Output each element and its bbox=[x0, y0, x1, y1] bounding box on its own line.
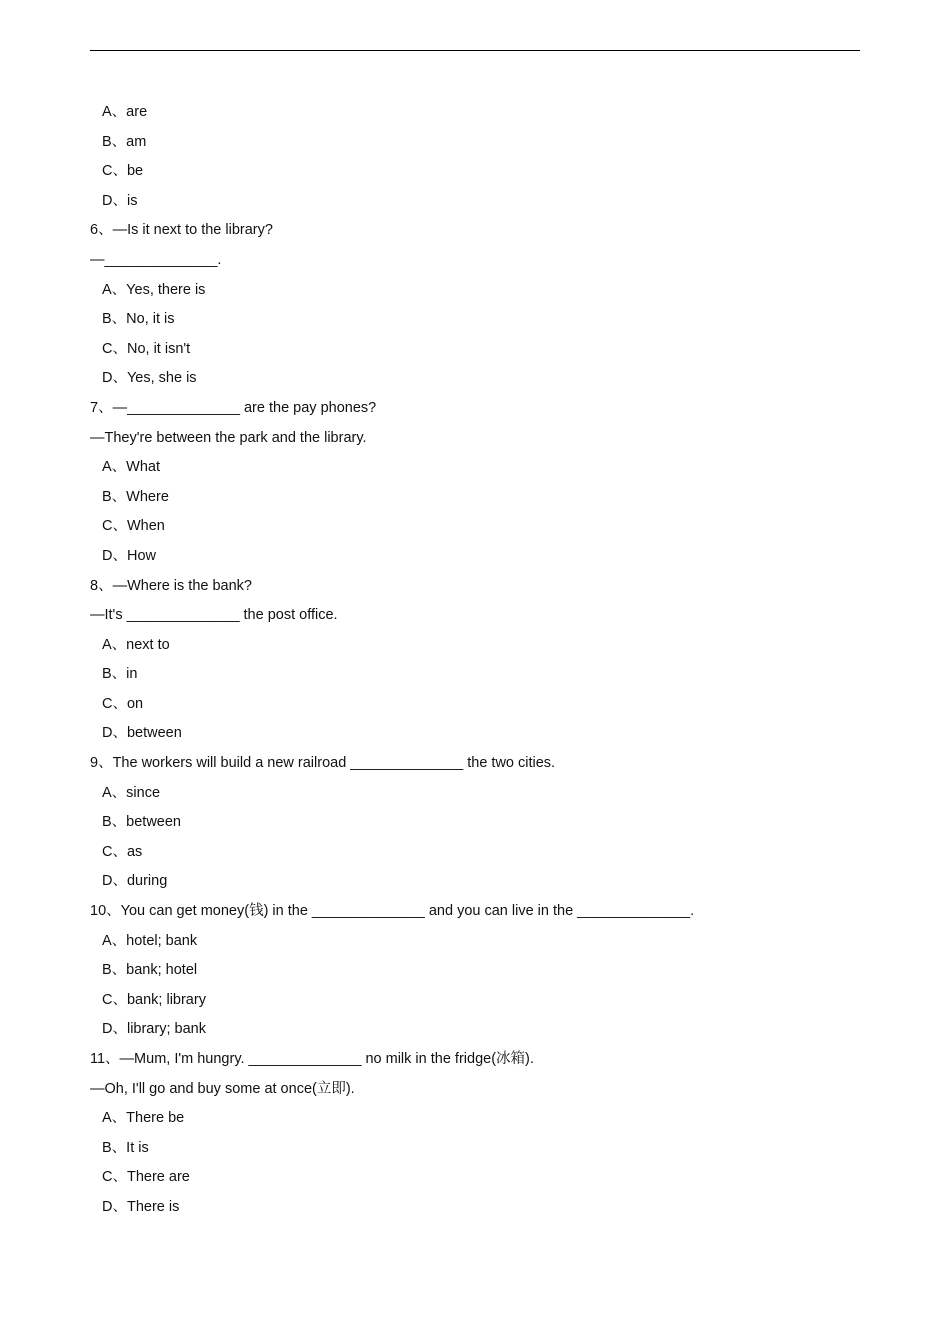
option-d[interactable]: D、is bbox=[102, 192, 138, 209]
question-stem-reply: —______________. bbox=[90, 251, 222, 268]
option-a[interactable]: A、are bbox=[102, 104, 148, 120]
option-c[interactable]: C、bank; library bbox=[102, 991, 206, 1008]
option-c[interactable]: C、There are bbox=[102, 1169, 190, 1186]
option-a[interactable]: A、There be bbox=[102, 1110, 185, 1127]
question-block-6 bbox=[90, 216, 860, 394]
question-list bbox=[90, 98, 860, 1223]
option-c[interactable]: C、be bbox=[102, 163, 144, 180]
question-stem: 10、You can get money(钱) in the ______________ and you can live in the ______________. bbox=[90, 903, 695, 920]
option-a[interactable]: A、Yes, there is bbox=[102, 281, 206, 298]
option-b[interactable]: B、in bbox=[102, 666, 138, 683]
header-rule bbox=[90, 50, 860, 51]
question-block-5 bbox=[90, 98, 860, 216]
option-c[interactable]: C、as bbox=[102, 843, 143, 860]
option-d[interactable]: D、between bbox=[102, 725, 182, 742]
question-stem-reply: —They're between the park and the library. bbox=[90, 429, 367, 446]
question-block-10 bbox=[90, 897, 860, 1045]
question-block-8 bbox=[90, 572, 860, 750]
option-a[interactable]: A、hotel; bank bbox=[102, 932, 198, 949]
option-a[interactable]: A、since bbox=[102, 784, 161, 801]
option-b[interactable]: B、bank; hotel bbox=[102, 962, 198, 979]
question-stem-reply: —Oh, I'll go and buy some at once(立即). bbox=[90, 1080, 355, 1097]
question-stem: 7、—______________ are the pay phones? bbox=[90, 399, 377, 416]
option-a[interactable]: A、next to bbox=[102, 636, 170, 653]
option-d[interactable]: D、during bbox=[102, 873, 168, 890]
question-stem: 8、—Where is the bank? bbox=[90, 577, 252, 594]
question-stem: 6、—Is it next to the library? bbox=[90, 222, 273, 239]
question-block-11 bbox=[90, 1045, 860, 1223]
option-b[interactable]: B、Where bbox=[102, 488, 169, 505]
option-c[interactable]: C、No, it isn't bbox=[102, 340, 191, 357]
question-stem: 11、—Mum, I'm hungry. ______________ no milk in the fridge(冰箱). bbox=[90, 1051, 534, 1067]
question-block-7 bbox=[90, 394, 860, 572]
option-b[interactable]: B、It is bbox=[102, 1139, 149, 1156]
question-block-9 bbox=[90, 749, 860, 897]
option-c[interactable]: C、on bbox=[102, 695, 144, 712]
option-b[interactable]: B、between bbox=[102, 814, 181, 831]
option-b[interactable]: B、am bbox=[102, 133, 147, 150]
option-d[interactable]: D、library; bank bbox=[102, 1021, 206, 1038]
option-d[interactable]: D、There is bbox=[102, 1198, 180, 1215]
option-d[interactable]: D、Yes, she is bbox=[102, 370, 197, 387]
option-a[interactable]: A、What bbox=[102, 459, 161, 476]
option-d[interactable]: D、How bbox=[102, 547, 156, 564]
question-stem: 9、The workers will build a new railroad ______________ the two cities. bbox=[90, 755, 556, 772]
option-c[interactable]: C、When bbox=[102, 518, 165, 535]
option-b[interactable]: B、No, it is bbox=[102, 311, 175, 328]
question-stem-reply: —It's ______________ the post office. bbox=[90, 607, 338, 624]
